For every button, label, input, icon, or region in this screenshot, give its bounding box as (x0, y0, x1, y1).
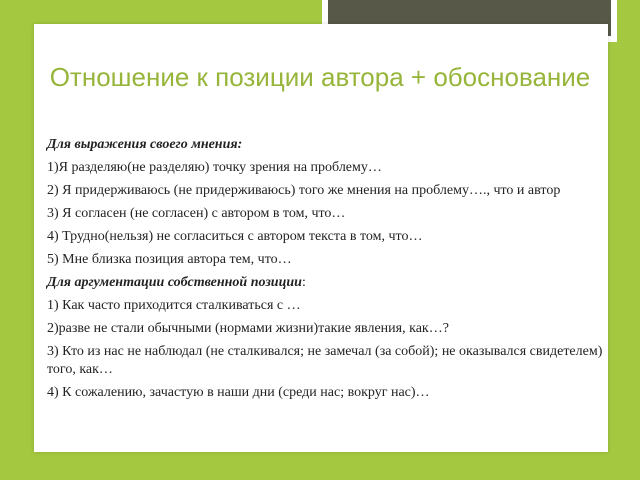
section1-heading: Для выражения своего мнения: (47, 137, 243, 152)
section1-item-5: 5) Мне близка позиция автора тем, что… (47, 252, 292, 267)
section2-heading: Для аргументации собственной позиции (47, 275, 302, 290)
section1-item-1: 1)Я разделяю(не разделяю) точку зрения на проблему… (47, 160, 382, 175)
section2-item-4: 4) К сожалению, зачастую в наши дни (среди нас; вокруг нас)… (47, 385, 430, 400)
section2-item-3: 3) Кто из нас не наблюдал (не сталкивался; не замечал (за собой); не оказывался свидетелем) того, как… (47, 344, 603, 377)
section2-heading-colon: : (301, 275, 306, 290)
section2-item-2: 2)разве не стали обычными (нормами жизни)такие явления, как…? (47, 321, 449, 336)
slide-title: Отношение к позиции автора + обоснование (49, 62, 591, 92)
section1-item-4: 4) Трудно(нельзя) не согласиться с автором текста в том, что… (47, 229, 423, 244)
section2-heading-line (47, 274, 607, 292)
section2-item-1: 1) Как часто приходится сталкиваться с … (47, 298, 301, 313)
slide-content (47, 136, 607, 407)
section1-item-2: 2) Я придерживаюсь (не придерживаюсь) того же мнения на проблему…., что и автор (47, 183, 561, 198)
section1-item-3: 3) Я согласен (не согласен) с автором в том, что… (47, 206, 346, 221)
